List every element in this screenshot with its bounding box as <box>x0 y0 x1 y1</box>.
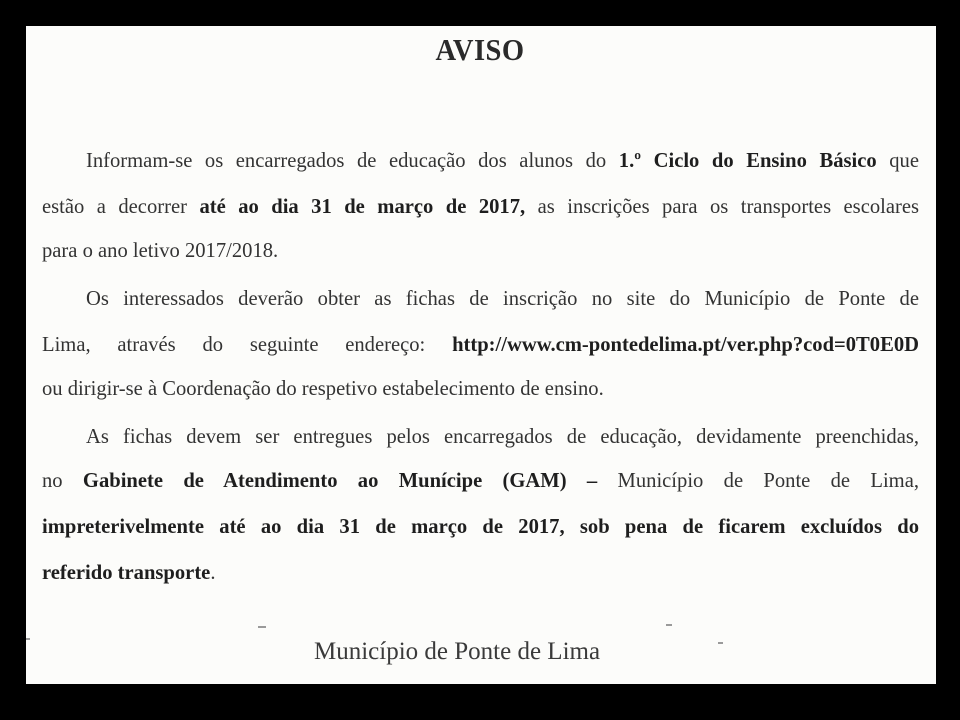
p3-line-3 <box>42 514 919 540</box>
p1-line-3: para o ano letivo 2017/2018. <box>42 240 279 262</box>
notice-sheet <box>26 26 936 684</box>
p3-line-2-text: no <box>42 470 83 492</box>
registration-url: http://www.cm-pontedelima.pt/ver.php?cod=0T0E0D <box>452 334 919 356</box>
p1-line-2 <box>42 194 919 220</box>
p3-line-2 <box>42 468 919 494</box>
p3-line-1: As fichas devem ser entregues pelos encarregados de educação, devidamente preenchidas, <box>86 426 919 448</box>
p2-line-3: ou dirigir-se à Coordenação do respetivo estabelecimento de ensino. <box>42 378 604 400</box>
scan-speck <box>258 626 266 628</box>
p3-line-2-end: Município de Ponte de Lima, <box>597 470 919 492</box>
p1-line-1 <box>86 148 919 174</box>
scan-speck <box>666 624 672 626</box>
p2-line-2-text: Lima, através do seguinte endereço: <box>42 334 453 356</box>
p1-line-2-end: as inscrições para os transportes escolares <box>525 196 920 218</box>
p3-line-3-bold: impreterivelmente até ao dia 31 de março de 2017, sob pena de ficarem excluídos do <box>42 516 919 538</box>
p1-line-2-bold: até ao dia 31 de março de 2017, <box>199 196 526 218</box>
p1-line-1-text: Informam-se os encarregados de educação dos alunos do <box>86 150 619 172</box>
p1-line-1-bold: 1.º Ciclo do Ensino Básico <box>618 150 877 172</box>
p1-line-2-text: estão a decorrer <box>42 196 200 218</box>
notice-title: AVISO <box>435 32 525 67</box>
scan-speck <box>26 638 30 640</box>
scan-speck <box>718 642 723 644</box>
p3-line-4-bold: referido transporte <box>42 562 211 584</box>
footer-signature: Município de Ponte de Lima <box>314 638 601 665</box>
p1-line-1-end: que <box>876 150 919 172</box>
p2-line-2 <box>42 332 919 358</box>
p3-line-4 <box>42 560 919 586</box>
p3-line-2-bold: Gabinete de Atendimento ao Munícipe (GAM) – <box>82 470 598 492</box>
p3-line-4-end: . <box>210 562 216 584</box>
p2-line-1: Os interessados deverão obter as fichas de inscrição no site do Município de Ponte de <box>86 288 919 310</box>
